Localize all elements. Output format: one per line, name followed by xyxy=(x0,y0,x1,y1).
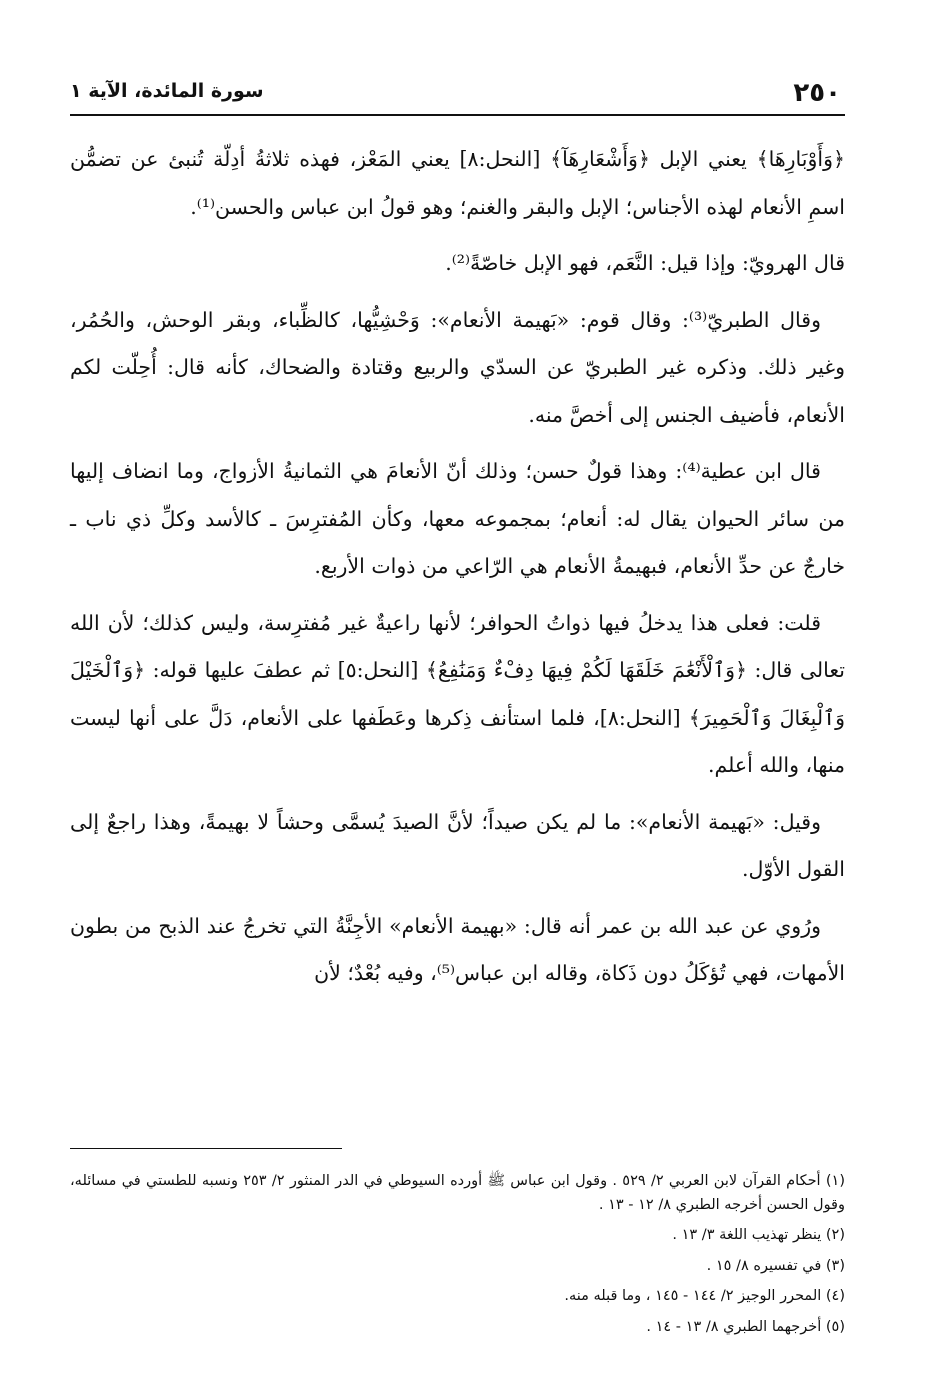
paragraph: ورُوي عن عبد الله بن عمر أنه قال: «بهيمة الأنعام» الأجِنَّةُ التي تخرجُ عند الذبح من بطون الأمهات، فهي تُؤكَلُ دون ذَكاة، وقاله ابن عباس⁽⁵⁾، وفيه بُعْدٌ؛ لأن xyxy=(70,913,845,985)
main-text xyxy=(70,136,845,1007)
page-header xyxy=(70,70,845,116)
paragraph: وقال الطبريّ⁽³⁾: وقال قوم: «بَهيمة الأنعام»: وَحْشِيُّها، كالظِّباء، وبقر الوحش، والحُمُر، وغير ذلك. وذكره غير الطبريّ عن السدّي والربيع وقتادة والضحاك، كأنه قال: أُحِلّت لكم الأنعام، فأضيف الجنس إلى أخصَّ منه. xyxy=(70,307,845,427)
paragraph: وقيل: «بَهيمة الأنعام»: ما لم يكن صيداً؛ لأنَّ الصيدَ يُسمَّى وحشاً لا بهيمةً، وهذا راجعٌ إلى القول الأوّل. xyxy=(70,809,845,881)
footnote: (٥) أخرجهما الطبري ٨/ ١٣ - ١٤ . xyxy=(646,1318,845,1335)
page-number: ٢٥٠ xyxy=(793,78,841,108)
footnotes xyxy=(70,1170,845,1346)
footnote: (١) أحكام القرآن لابن العربي ٢/ ٥٢٩ . وقول ابن عباس ﷺ أورده السيوطي في الدر المنثور ٢/ ٢٥٣ ونسبه للطستي في مسائله، وقول الحسن أخرجه الطبري ٨/ ١٢ - ١٣ . xyxy=(70,1173,845,1213)
paragraph: قال الهرويّ: وإذا قيل: النَّعَم، فهو الإبل خاصّةً⁽²⁾. xyxy=(445,251,845,275)
footnote: (٤) المحرر الوجيز ٢/ ١٤٤ - ١٤٥ ، وما قبله منه. xyxy=(564,1288,845,1304)
footnote: (٣) في تفسيره ٨/ ١٥ . xyxy=(706,1257,845,1274)
book-page xyxy=(70,70,845,1335)
paragraph: ﴿وَأَوْبَارِهَا﴾ يعني الإبل ﴿وَأَشْعَارِهَآ﴾ [النحل:٨] يعني المَعْز، فهذه ثلاثةُ أدِلّة تُنبئ عن تضمُّن اسمِ الأنعام لهذه الأجناس؛ الإبل والبقر والغنم؛ وهو قولُ ابن عباس والحسن⁽¹⁾. xyxy=(70,147,845,219)
paragraph: قال ابن عطية⁽⁴⁾: وهذا قولٌ حسن؛ وذلك أنّ الأنعامَ هي الثمانيةُ الأزواج، وما انضاف إليها من سائر الحيوان يقال له: أنعام؛ بمجموعه معها، وكأن المُفترِسَ ـ كالأسد وكلِّ ذي ناب ـ خارجٌ عن حدِّ الأنعام، فبهيمةُ الأنعام هي الرّاعي من ذوات الأربع. xyxy=(70,459,845,578)
footnote-divider xyxy=(70,1148,342,1149)
running-title: سورة المائدة، الآية ١ xyxy=(70,80,264,102)
footnote: (٢) ينظر تهذيب اللغة ٣/ ١٣ . xyxy=(672,1227,845,1243)
paragraph: قلت: فعلى هذا يدخلُ فيها ذواتُ الحوافر؛ لأنها راعيةٌ غير مُفترِسة، وليس كذلك؛ لأن الله تعالى قال: ﴿وَٱلْأَنْعَٰمَ خَلَقَهَا لَكُمْ فِيهَا دِفْءٌ وَمَنَٰفِعُ﴾ [النحل:٥] ثم عطفَ عليها قوله: ﴿وَٱلْخَيْلَ وَٱلْبِغَالَ وَٱلْحَمِيرَ﴾ [النحل:٨]، فلما استأنف ذِكرها وعَطَفها على الأنعام، دَلَّ على أنها ليست منها، والله أعلم. xyxy=(70,610,845,777)
